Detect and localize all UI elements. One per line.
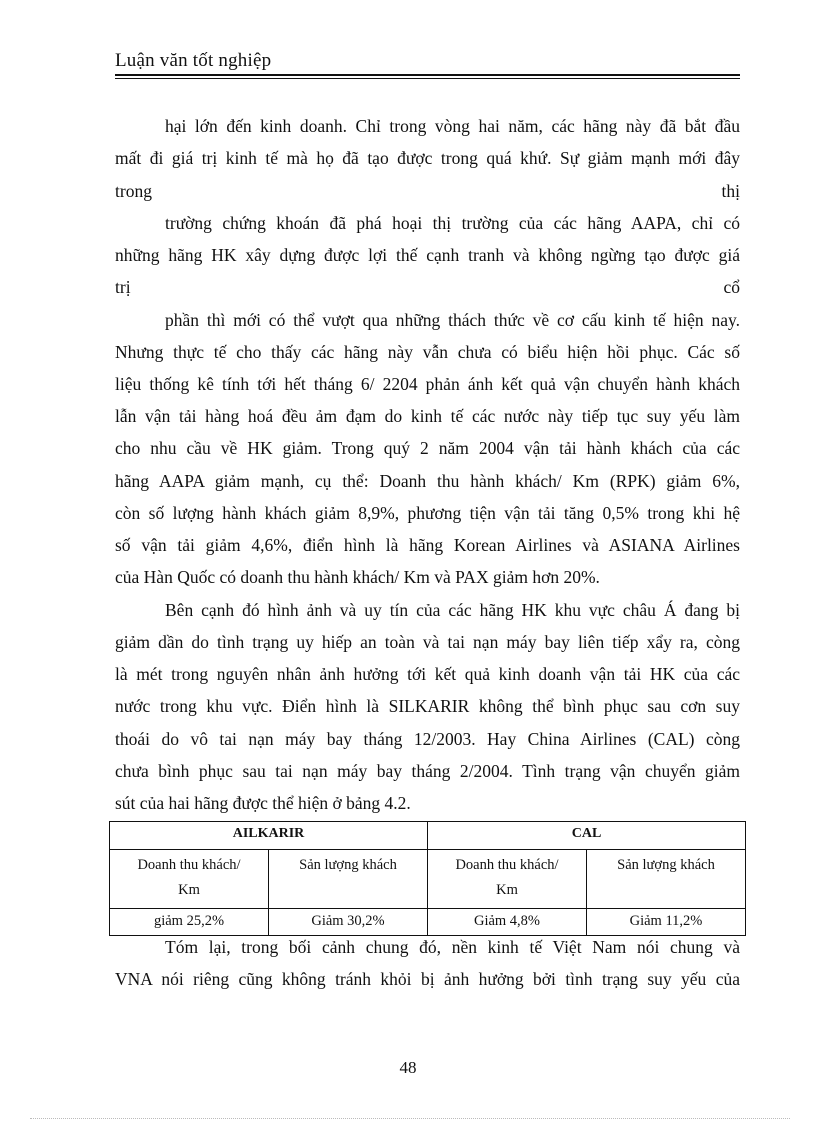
paragraph-line: là mét trong nguyên nhân ảnh hưởng tới kết quả kinh doanh vận tải HK của các [115, 664, 740, 684]
paragraph-line: hãng AAPA giảm mạnh, cụ thể: Doanh thu hành khách/ Km (RPK) giảm 6%, [115, 471, 740, 491]
paragraph-line: thoái do vô tai nạn máy bay tháng 12/2003. Hay China Airlines (CAL) còng [115, 729, 740, 749]
paragraph-line: hại lớn đến kinh doanh. Chỉ trong vòng hai năm, các hãng này đã bắt đầu [165, 116, 740, 136]
paragraph-line: Bên cạnh đó hình ảnh và uy tín của các hãng HK khu vực châu Á đang bị [165, 600, 740, 620]
header-rule-thin [115, 78, 740, 79]
table-group-header-ailkarir: AILKARIR [110, 822, 428, 850]
paragraph-line [115, 277, 740, 297]
paragraph-line: giảm dần do tình trạng uy hiếp an toàn và tai nạn máy bay liên tiếp xẩy ra, còng [115, 632, 740, 652]
header-rule-thick [115, 74, 740, 76]
statistics-table [109, 821, 746, 936]
paragraph-line: nước trong khu vực. Điển hình là SILKARIR không thể bình phục sau cơn suy [115, 696, 740, 716]
subheader-line: Sản lượng khách [617, 857, 715, 873]
subheader-line: Km [496, 882, 518, 898]
paragraph-line: những hãng HK xây dựng được lợi thế cạnh tranh và không ngừng tạo được giá [115, 245, 740, 265]
header-title: Luận văn tốt nghiệp [115, 50, 272, 71]
paragraph-line: trường chứng khoán đã phá hoại thị trường của các hãng AAPA, chỉ có [165, 213, 740, 233]
paragraph-line: Nhưng thực tế cho thấy các hãng này vẫn chưa có biểu hiện hồi phục. Các số [115, 342, 740, 362]
page-number: 48 [399, 1058, 417, 1077]
page-header [115, 50, 740, 80]
paragraph-line: lẫn vận tải hàng hoá đều ảm đạm do kinh tế các nước này tiếp tục suy yếu làm [115, 406, 740, 426]
paragraph-line [115, 181, 740, 201]
table-cell: Giảm 30,2% [269, 909, 428, 936]
subheader-line: Km [178, 882, 200, 898]
word: thị [721, 181, 740, 201]
table-group-header-cal: CAL [428, 822, 746, 850]
paragraph-line: của Hàn Quốc có doanh thu hành khách/ Km và PAX giảm hơn 20%. [115, 567, 600, 587]
paragraph-line: sút của hai hãng được thể hiện ở bảng 4.2. [115, 793, 411, 813]
word: trong [115, 181, 152, 201]
paragraph-line: còn số lượng hành khách giảm 8,9%, phương tiện vận tải tăng 0,5% trong khi hệ [115, 503, 740, 523]
paragraph-line: Tóm lại, trong bối cảnh chung đó, nền kinh tế Việt Nam nói chung và [165, 937, 740, 957]
subheader-line: Sản lượng khách [299, 857, 397, 873]
subheader-line: Doanh thu khách/ [455, 857, 559, 873]
page-bottom-divider [30, 1118, 790, 1119]
word: cổ [723, 277, 740, 297]
paragraph-line: mất đi giá trị kinh tế mà họ đã tạo được trong quá khứ. Sự giảm mạnh mới đây [115, 148, 740, 168]
paragraph-line: số vận tải giảm 4,6%, điển hình là hãng Korean Airlines và ASIANA Airlines [115, 535, 740, 555]
table-subheader [428, 850, 587, 909]
table-cell: giảm 25,2% [110, 909, 269, 936]
table-subheader [587, 850, 746, 909]
paragraph-line: liệu thống kê tính tới hết tháng 6/ 2204 phản ánh kết quả vận chuyển hành khách [115, 374, 740, 394]
table-subheader [110, 850, 269, 909]
table-subheader [269, 850, 428, 909]
paragraph-line: chưa bình phục sau tai nạn máy bay tháng 2/2004. Tình trạng vận chuyển giảm [115, 761, 740, 781]
word: trị [115, 277, 131, 297]
paragraph-line: phần thì mới có thể vượt qua những thách thức về cơ cấu kinh tế hiện nay. [165, 310, 740, 330]
table-cell: Giảm 11,2% [587, 909, 746, 936]
subheader-line: Doanh thu khách/ [137, 857, 241, 873]
table-cell: Giảm 4,8% [428, 909, 587, 936]
paragraph-line: VNA nói riêng cũng không tránh khỏi bị ảnh hưởng bởi tình trạng suy yếu của [115, 969, 740, 989]
paragraph-line: cho nhu cầu về HK giảm. Trong quý 2 năm 2004 vận tải hành khách của các [115, 438, 740, 458]
